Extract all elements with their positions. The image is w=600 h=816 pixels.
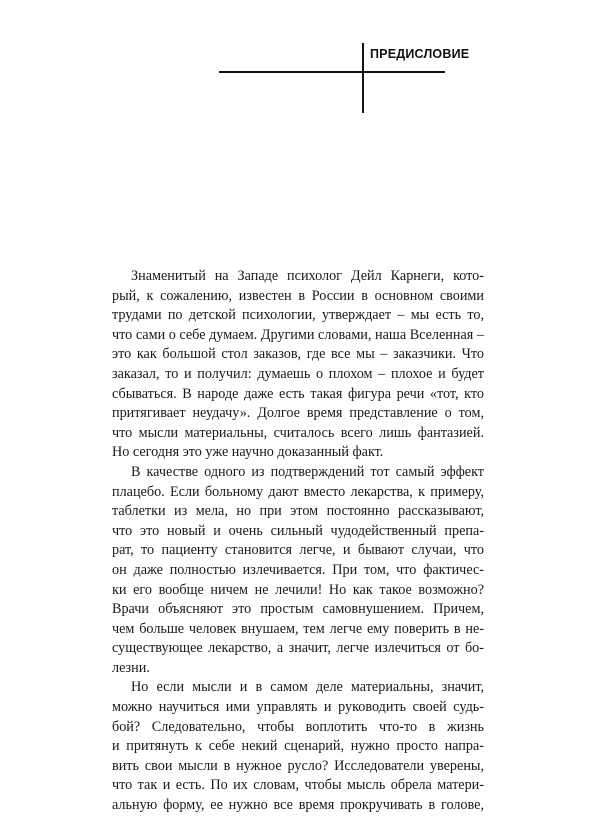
text-line: альную форму, ее нужно все время прокручивать в голове, xyxy=(112,797,484,814)
text-line: чем больше человек внушаем, тем легче ему поверить в не- xyxy=(112,620,484,637)
text-line: рый, к сожалению, известен в России в основном своими xyxy=(112,287,484,304)
text-line: заказал, то и получил: думаешь о плохом – плохое и будет xyxy=(112,365,484,382)
text-line: Но если мысли и в самом деле материальны, значит, xyxy=(131,679,484,696)
text-line: вить свои мысли в нужное русло? Исследователи уверены, xyxy=(112,757,484,774)
text-line: что мысли материальны, считалось всего лишь фантазией. xyxy=(112,424,484,441)
text-line: Но сегодня это уже научно доказанный факт. xyxy=(112,444,384,461)
text-line: ки его вообще ничем не лечили! Но как такое возможно? xyxy=(112,581,484,598)
header-vertical-rule xyxy=(362,43,364,113)
text-line: В качестве одного из подтверждений тот самый эффект xyxy=(131,463,484,480)
text-line: что так и есть. По их словам, чтобы мысль обрела матери- xyxy=(112,777,484,794)
text-line: что сами о себе думаем. Другими словами, наша Вселенная – xyxy=(112,326,484,343)
text-line: лезни. xyxy=(112,659,150,676)
text-line: существующее лекарство, а значит, легче излечиться от бо- xyxy=(112,640,484,657)
text-line: он даже полностью излечивается. При том, что фактичес- xyxy=(112,561,484,578)
text-line: плацебо. Если больному дают вместо лекарства, к примеру, xyxy=(112,483,484,500)
text-line: трудами по детской психологии, утверждает – мы есть то, xyxy=(112,307,484,324)
text-line: это как большой стол заказов, где все мы – заказчики. Что xyxy=(112,346,484,363)
text-line: можно научиться ими управлять и руководить своей судь- xyxy=(112,699,484,716)
text-line: бой? Следовательно, чтобы воплотить что-то в жизнь xyxy=(112,718,484,735)
header-horizontal-rule xyxy=(219,71,445,73)
text-line: таблетки из мела, но при этом постоянно рассказывают, xyxy=(112,503,484,520)
section-title: ПРЕДИСЛОВИЕ xyxy=(370,47,470,61)
text-line: притягивает неудачу». Долгое время представление о том, xyxy=(112,405,484,422)
body-text xyxy=(112,267,484,816)
text-line: рат, то пациенту становится легче, и бывают случаи, что xyxy=(112,542,484,559)
text-line: Знаменитый на Западе психолог Дейл Карнеги, кото- xyxy=(131,268,484,284)
text-line: что это новый и очень сильный чудодейственный препа- xyxy=(112,522,484,539)
text-line: Врачи объясняют это простым самовнушением. Причем, xyxy=(112,601,484,618)
text-line: и притянуть к себе некий сценарий, нужно просто напра- xyxy=(112,738,484,755)
text-line: сбываться. В народе даже есть такая фигура речи «тот, кто xyxy=(112,385,484,402)
